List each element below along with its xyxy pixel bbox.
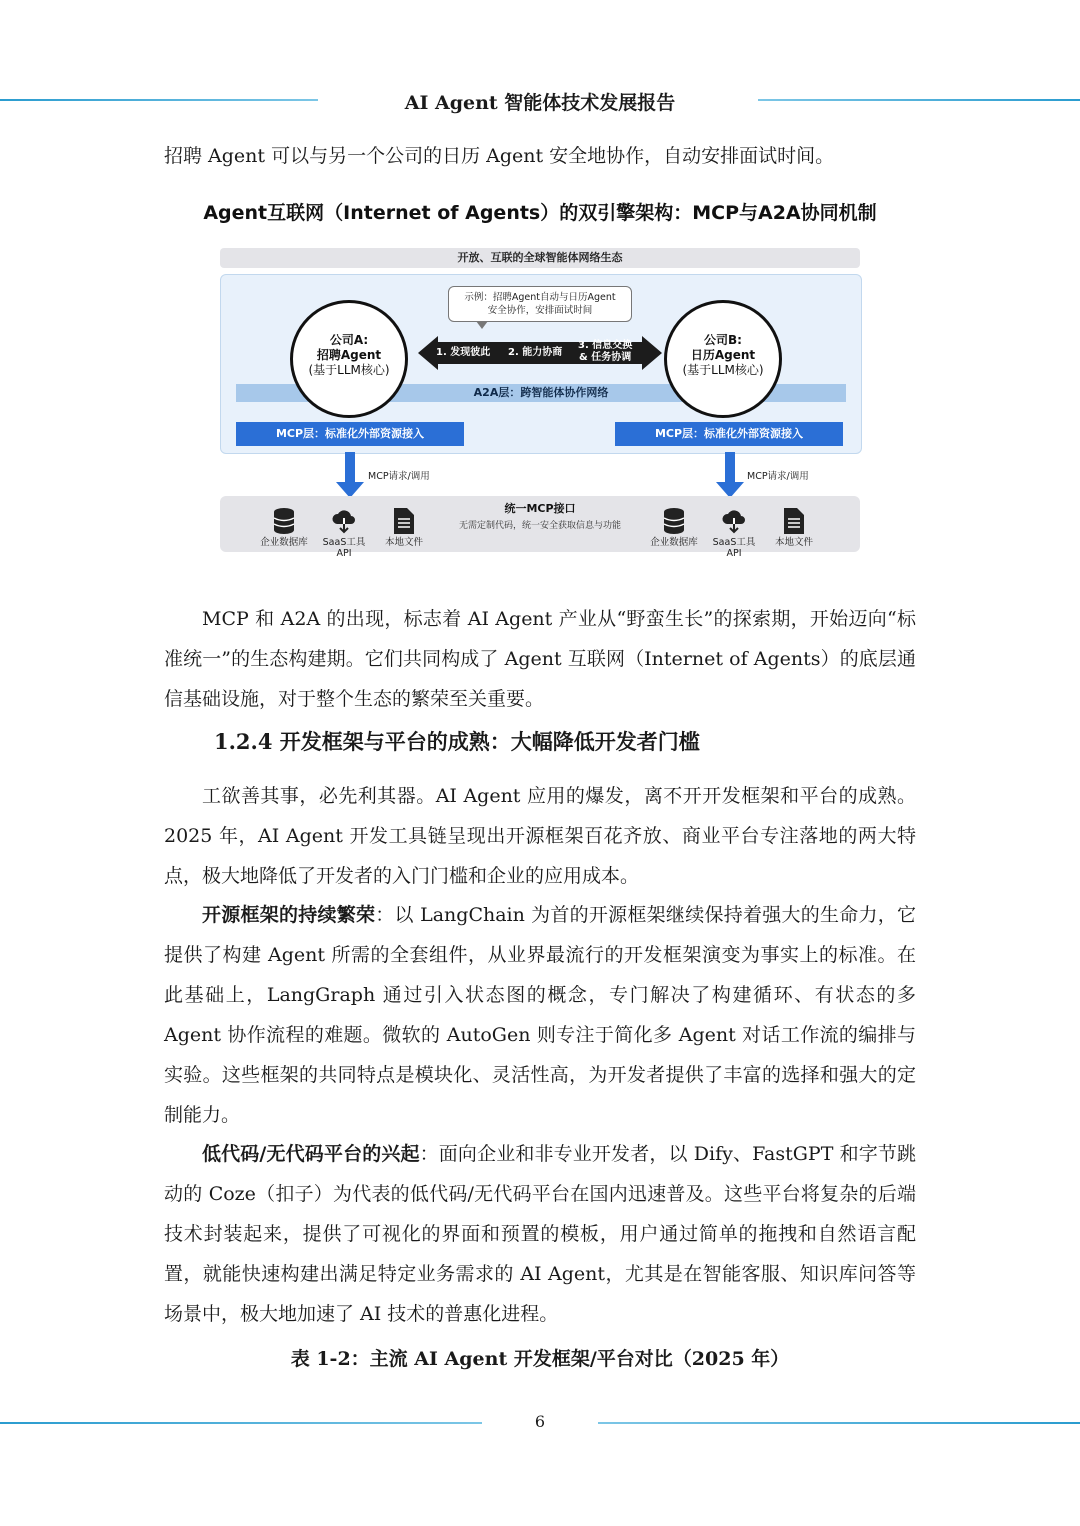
footer-rule-right (598, 1422, 1080, 1424)
mcp-layer-right: MCP层：标准化外部资源接入 (615, 422, 843, 446)
resource-label: 企业数据库 (260, 537, 308, 548)
document-icon (394, 508, 414, 534)
page-number: 6 (534, 1412, 546, 1431)
section-heading: 1.2.4 开发框架与平台的成熟：大幅降低开发者门槛 (214, 729, 700, 754)
example-bubble-line2: 安全协作，安排面试时间 (487, 305, 593, 316)
cloud-upload-icon (721, 508, 747, 534)
ecosystem-band: 开放、互联的全球智能体网络生态 (220, 248, 860, 268)
unified-mcp-subtitle: 无需定制代码，统一安全获取信息与功能 (458, 521, 621, 531)
step-3-line2: & 任务协调 (579, 352, 632, 363)
paragraph-open-source (164, 895, 916, 1135)
company-a-line2: 招聘Agent (316, 348, 382, 362)
database-icon (663, 508, 685, 534)
example-bubble (448, 286, 632, 322)
mcp-call-right: MCP请求/调用 (747, 471, 809, 482)
resource-label: 本地文件 (774, 537, 813, 548)
figure-title: Agent互联网（Internet of Agents）的双引擎架构：MCP与A2A协同机制 (203, 202, 877, 224)
header-rule-right (758, 99, 1080, 101)
unified-mcp-title: 统一MCP接口 (504, 502, 576, 515)
step-2-label: 2. 能力协商 (508, 347, 563, 358)
open-source-lead: 开源框架的持续繁荣 (202, 904, 376, 926)
table-caption: 表 1-2：主流 AI Agent 开发框架/平台对比（2025 年） (290, 1348, 790, 1370)
resource-label: SaaS工具 (712, 537, 756, 548)
resource-file-right (764, 508, 824, 548)
running-header-title: AI Agent 智能体技术发展报告 (404, 92, 676, 114)
resource-label: API (336, 548, 352, 559)
step-3-line1: 3. 信息交换 (578, 340, 633, 351)
resource-file-left (374, 508, 434, 548)
resource-database-left (254, 508, 314, 548)
step-1-label: 1. 发现彼此 (436, 347, 491, 358)
cloud-upload-icon (331, 508, 357, 534)
company-b-line1: 公司B: (704, 333, 742, 347)
company-a-line1: 公司A: (329, 333, 369, 347)
company-b-line2: 日历Agent (690, 348, 756, 362)
resource-saas-right (704, 508, 764, 559)
mcp-layer-left: MCP层：标准化外部资源接入 (236, 422, 464, 446)
paragraph-low-code (164, 1134, 916, 1334)
architecture-figure (190, 190, 890, 570)
arrow-down-icon (336, 452, 364, 498)
paragraph-mcp-a2a: MCP 和 A2A 的出现，标志着 AI Agent 产业从“野蛮生长”的探索期，开始迈向“标准统一”的生态构建期。它们共同构成了 Agent 互联网（Internet of Agents）的底层通信基础设施，对于整个生态的繁荣至关重要。 (164, 608, 916, 710)
company-b-agent (664, 300, 782, 418)
database-icon (273, 508, 295, 534)
open-source-body: ：以 LangChain 为首的开源框架继续保持着强大的生命力，它提供了构建 Agent 所需的全套组件，从业界最流行的开发框架演变为事实上的标准。在此基础上，LangGraph 通过引入状态图的概念，专门解决了构建循环、有状态的多 Agent 协作流程的难题。微软的 AutoGen 则专注于简化多 Agent 对话工作流的编排与实验。这些框架的共同特点是模块化、灵活性高，为开发者提供了丰富的选择和强大的定制能力。 (164, 904, 916, 1126)
intro-line: 招聘 Agent 可以与另一个公司的日历 Agent 安全地协作，自动安排面试时间。 (164, 145, 835, 167)
paragraph-frameworks-intro: 工欲善其事，必先利其器。AI Agent 应用的爆发，离不开开发框架和平台的成熟。2025 年，AI Agent 开发工具链呈现出开源框架百花齐放、商业平台专注落地的两大特点，极大地降低了开发者的入门门槛和企业的应用成本。 (164, 785, 916, 887)
bubble-tail (476, 321, 488, 329)
arrow-down-icon (716, 452, 744, 498)
resource-saas-left (314, 508, 374, 559)
step-3-label (578, 340, 632, 364)
company-a-line3: (基于LLM核心) (308, 363, 390, 377)
resource-database-right (644, 508, 704, 548)
low-code-body: ：面向企业和非专业开发者，以 Dify、FastGPT 和字节跳动的 Coze（扣子）为代表的低代码/无代码平台在国内迅速普及。这些平台将复杂的后端技术封装起来，提供了可视化的界面和预置的模板，用户通过简单的拖拽和自然语言配置，就能快速构建出满足特定业务需求的 AI Agent，尤其是在智能客服、知识库问答等场景中，极大地加速了 AI 技术的普惠化进程。 (164, 1143, 916, 1325)
document-icon (784, 508, 804, 534)
low-code-lead: 低代码/无代码平台的兴起 (202, 1143, 420, 1165)
company-a-agent (290, 300, 408, 418)
resource-label: API (726, 548, 742, 559)
resource-label: 企业数据库 (650, 537, 698, 548)
mcp-call-left: MCP请求/调用 (368, 471, 430, 482)
example-bubble-line1: 示例：招聘Agent自动与日历Agent (464, 292, 616, 303)
resource-label: SaaS工具 (322, 537, 366, 548)
company-b-line3: (基于LLM核心) (682, 363, 764, 377)
resource-label: 本地文件 (384, 537, 423, 548)
a2a-layer-band: A2A层：跨智能体协作网络 (236, 384, 846, 402)
